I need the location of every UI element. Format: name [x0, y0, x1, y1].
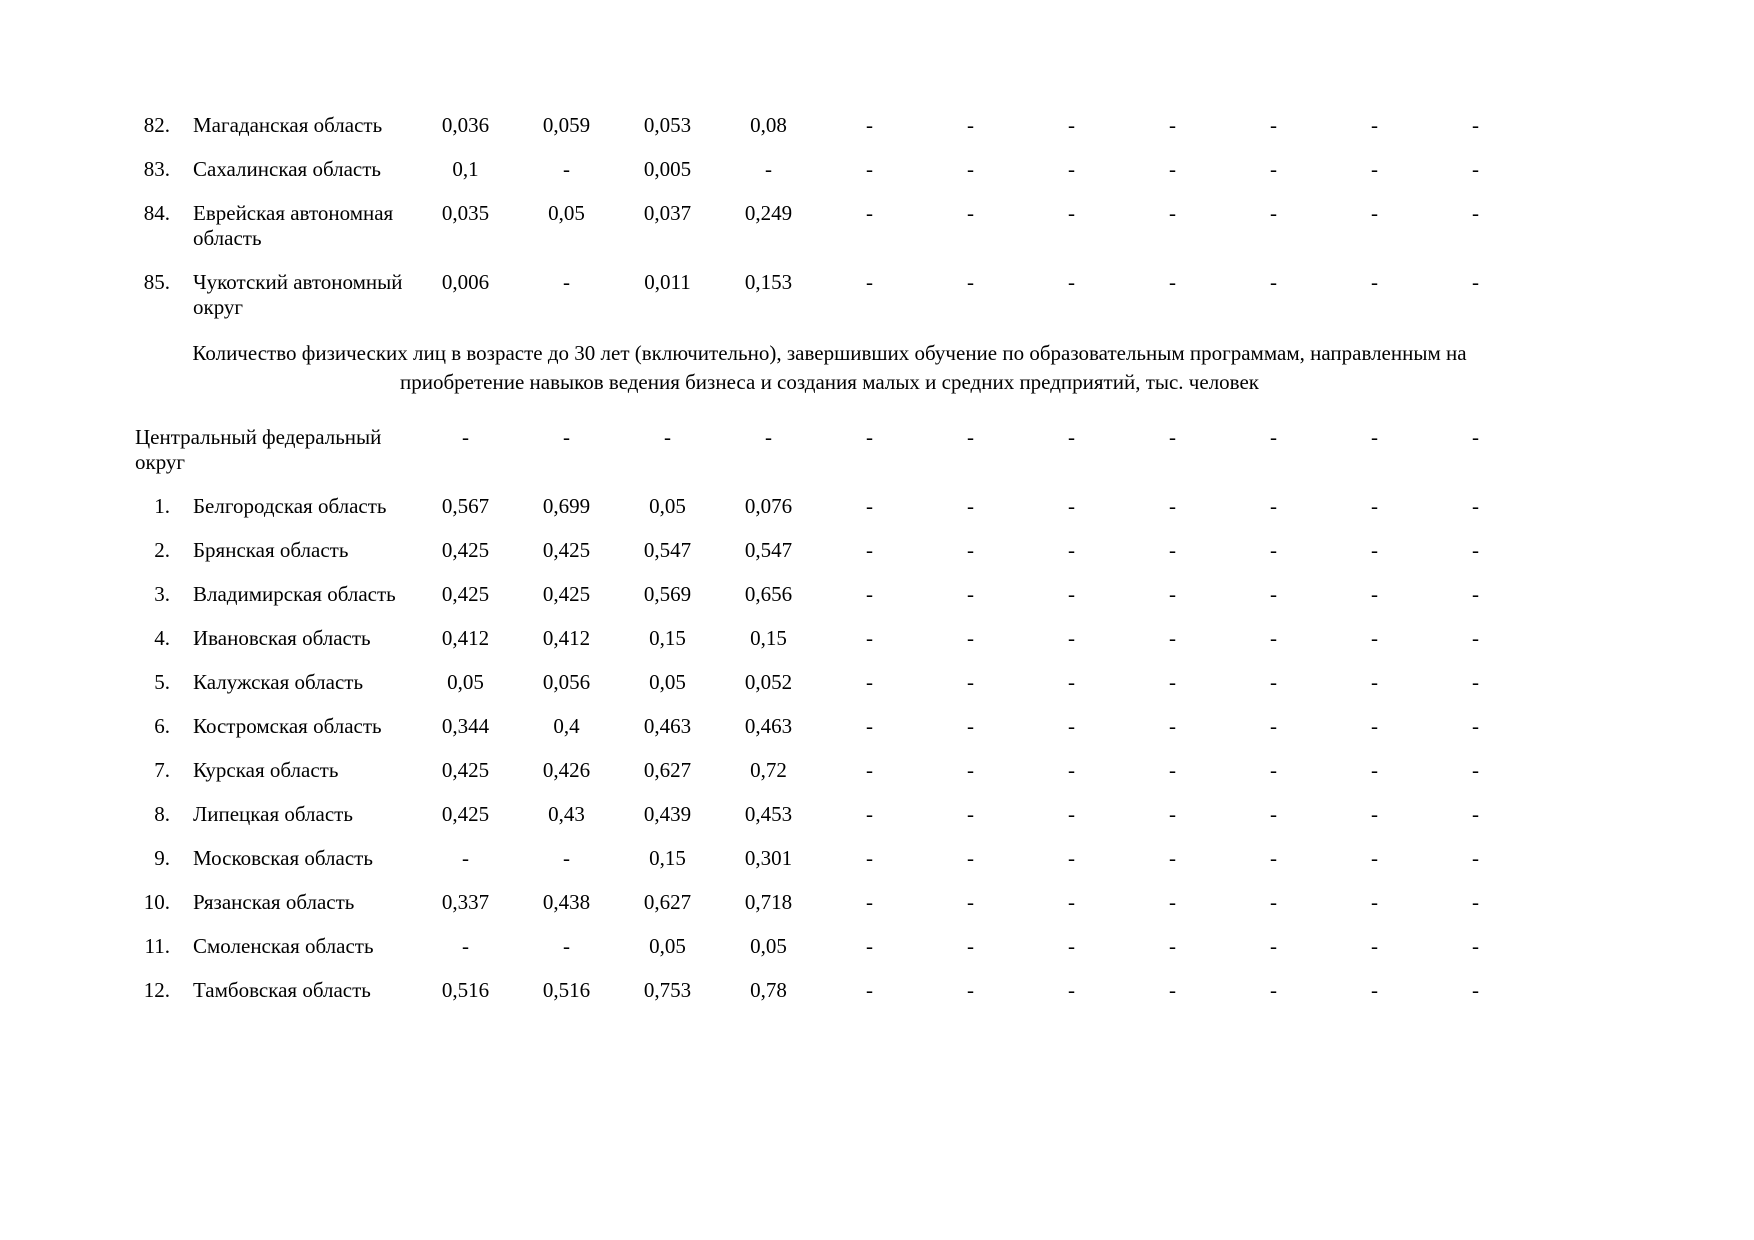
value-cell: -	[1068, 802, 1075, 826]
value-cell: -	[1472, 978, 1479, 1002]
value-cell: -	[1270, 157, 1277, 181]
value-cell: 0,337	[441, 890, 490, 914]
value-cell: -	[1371, 582, 1378, 606]
value-cell: -	[1371, 425, 1378, 449]
value-cell: 0,425	[441, 802, 490, 826]
value-cell: -	[1472, 934, 1479, 958]
value-cell: -	[967, 425, 974, 449]
table-row	[135, 802, 1754, 827]
table-row	[135, 758, 1754, 783]
value-cell: -	[1068, 890, 1075, 914]
value-cell: -	[1472, 113, 1479, 137]
value-cell: 0,011	[644, 270, 691, 294]
table-row	[135, 538, 1754, 563]
value-cell: -	[1270, 978, 1277, 1002]
value-cell: -	[1371, 270, 1378, 294]
value-cell: -	[1371, 714, 1378, 738]
value-cell: -	[1472, 494, 1479, 518]
value-cell: -	[664, 425, 671, 449]
region-name: Владимирская область	[193, 582, 396, 606]
row-number: 1.	[154, 494, 170, 518]
value-cell: -	[1270, 538, 1277, 562]
row-number: 85.	[143, 270, 170, 294]
value-cell: -	[866, 758, 873, 782]
value-cell: 0,718	[744, 890, 793, 914]
value-cell: 0,05	[649, 670, 686, 694]
value-cell: -	[1169, 494, 1176, 518]
region-name: Сахалинская область	[193, 157, 381, 181]
value-cell: -	[1270, 802, 1277, 826]
value-cell: 0,699	[542, 494, 591, 518]
value-cell: -	[1472, 270, 1479, 294]
value-cell: 0,05	[447, 670, 484, 694]
value-cell: -	[1472, 582, 1479, 606]
row-number: 8.	[154, 802, 170, 826]
table-row	[135, 157, 1754, 182]
value-cell: -	[1371, 157, 1378, 181]
value-cell: -	[866, 113, 873, 137]
value-cell: -	[1068, 846, 1075, 870]
value-cell: 0,425	[542, 582, 591, 606]
value-cell: 0,426	[542, 758, 591, 782]
value-cell: 0,05	[649, 494, 686, 518]
value-cell: -	[1270, 670, 1277, 694]
row-number: 3.	[154, 582, 170, 606]
value-cell: -	[1472, 538, 1479, 562]
value-cell: -	[866, 626, 873, 650]
value-cell: -	[1472, 802, 1479, 826]
value-cell: -	[563, 270, 570, 294]
value-cell: -	[462, 846, 469, 870]
value-cell: 0,78	[750, 978, 787, 1002]
table-row	[135, 890, 1754, 915]
value-cell: -	[1169, 157, 1176, 181]
value-cell: 0,15	[750, 626, 787, 650]
value-cell: -	[1270, 890, 1277, 914]
value-cell: 0,453	[744, 802, 793, 826]
value-cell: 0,036	[441, 113, 490, 137]
region-name: Ивановская область	[193, 626, 371, 650]
value-cell: -	[462, 934, 469, 958]
value-cell: 0,344	[441, 714, 490, 738]
row-number: 83.	[143, 157, 170, 181]
table-row	[135, 582, 1754, 607]
value-cell: -	[1371, 113, 1378, 137]
value-cell: -	[866, 934, 873, 958]
value-cell: -	[563, 425, 570, 449]
value-cell: 0,052	[744, 670, 793, 694]
value-cell: -	[1472, 157, 1479, 181]
table-row	[135, 714, 1754, 739]
value-cell: -	[866, 425, 873, 449]
value-cell: -	[1371, 934, 1378, 958]
value-cell: -	[967, 802, 974, 826]
value-cell: -	[1270, 270, 1277, 294]
value-cell: -	[1068, 113, 1075, 137]
value-cell: 0,438	[542, 890, 591, 914]
value-cell: -	[1169, 714, 1176, 738]
value-cell: 0,567	[441, 494, 490, 518]
value-cell: -	[1270, 934, 1277, 958]
value-cell: 0,249	[744, 201, 793, 225]
table-row	[135, 201, 1754, 251]
value-cell: -	[866, 538, 873, 562]
row-number: 7.	[154, 758, 170, 782]
value-cell: -	[1371, 890, 1378, 914]
table-bottom	[135, 425, 1754, 1003]
value-cell: -	[1068, 714, 1075, 738]
value-cell: -	[1068, 538, 1075, 562]
region-name: Липецкая область	[193, 802, 353, 826]
value-cell: -	[1068, 934, 1075, 958]
value-cell: -	[967, 714, 974, 738]
value-cell: -	[967, 934, 974, 958]
value-cell: -	[1270, 201, 1277, 225]
value-cell: -	[1169, 582, 1176, 606]
table-row	[135, 270, 1754, 320]
value-cell: 0,05	[750, 934, 787, 958]
value-cell: 0,439	[643, 802, 692, 826]
value-cell: -	[1472, 626, 1479, 650]
value-cell: 0,076	[744, 494, 793, 518]
region-name: Тамбовская область	[193, 978, 371, 1002]
value-cell: -	[1068, 494, 1075, 518]
value-cell: -	[866, 890, 873, 914]
row-number: 6.	[154, 714, 170, 738]
value-cell: -	[1068, 270, 1075, 294]
value-cell: 0,037	[643, 201, 692, 225]
row-number: 9.	[154, 846, 170, 870]
value-cell: 0,15	[649, 846, 686, 870]
value-cell: -	[967, 201, 974, 225]
value-cell: 0,005	[643, 157, 692, 181]
value-cell: 0,463	[643, 714, 692, 738]
value-cell: -	[1371, 494, 1378, 518]
value-cell: 0,153	[744, 270, 793, 294]
value-cell: -	[1270, 758, 1277, 782]
value-cell: -	[967, 758, 974, 782]
value-cell: -	[866, 157, 873, 181]
value-cell: 0,05	[548, 201, 585, 225]
value-cell: 0,547	[643, 538, 692, 562]
value-cell: 0,463	[744, 714, 793, 738]
value-cell: -	[1068, 157, 1075, 181]
value-cell: -	[967, 670, 974, 694]
value-cell: -	[1068, 626, 1075, 650]
value-cell: -	[765, 425, 772, 449]
value-cell: 0,425	[542, 538, 591, 562]
value-cell: -	[866, 582, 873, 606]
value-cell: 0,412	[441, 626, 490, 650]
value-cell: 0,72	[750, 758, 787, 782]
value-cell: -	[866, 714, 873, 738]
value-cell: -	[1270, 714, 1277, 738]
value-cell: -	[1472, 846, 1479, 870]
value-cell: 0,1	[452, 157, 479, 181]
region-name: Белгородская область	[193, 494, 387, 518]
region-name: Рязанская область	[193, 890, 355, 914]
value-cell: -	[1169, 978, 1176, 1002]
region-name: Магаданская область	[193, 113, 383, 137]
value-cell: -	[1169, 890, 1176, 914]
value-cell: 0,05	[649, 934, 686, 958]
value-cell: 0,43	[548, 802, 585, 826]
region-name: Костромская область	[193, 714, 382, 738]
value-cell: -	[563, 846, 570, 870]
value-cell: -	[967, 157, 974, 181]
row-number: 11.	[144, 934, 170, 958]
value-cell: -	[1371, 201, 1378, 225]
region-name: Московская область	[193, 846, 373, 870]
value-cell: -	[1169, 113, 1176, 137]
value-cell: 0,627	[643, 758, 692, 782]
value-cell: 0,547	[744, 538, 793, 562]
value-cell: -	[462, 425, 469, 449]
row-number: 10.	[143, 890, 170, 914]
value-cell: -	[967, 890, 974, 914]
row-number: 4.	[154, 626, 170, 650]
value-cell: 0,053	[643, 113, 692, 137]
value-cell: -	[866, 978, 873, 1002]
table-row	[135, 494, 1754, 519]
value-cell: -	[967, 846, 974, 870]
value-cell: -	[1371, 978, 1378, 1002]
value-cell: -	[967, 270, 974, 294]
value-cell: 0,035	[441, 201, 490, 225]
federal-district-row	[135, 425, 1754, 475]
value-cell: -	[1472, 714, 1479, 738]
region-name: Центральный федеральный округ	[135, 425, 382, 474]
value-cell: -	[1169, 846, 1176, 870]
region-name: Смоленская область	[193, 934, 374, 958]
value-cell: -	[866, 846, 873, 870]
value-cell: -	[967, 978, 974, 1002]
value-cell: 0,4	[553, 714, 580, 738]
value-cell: 0,056	[542, 670, 591, 694]
table-row	[135, 113, 1754, 138]
region-name: Чукотский автономный округ	[193, 270, 403, 319]
table-top	[135, 113, 1754, 320]
value-cell: 0,006	[441, 270, 490, 294]
value-cell: -	[1169, 934, 1176, 958]
value-cell: -	[1169, 201, 1176, 225]
value-cell: -	[1472, 201, 1479, 225]
value-cell: -	[1472, 758, 1479, 782]
value-cell: -	[866, 270, 873, 294]
row-number: 2.	[154, 538, 170, 562]
row-number: 5.	[154, 670, 170, 694]
value-cell: -	[1068, 758, 1075, 782]
value-cell: -	[967, 626, 974, 650]
value-cell: -	[1068, 201, 1075, 225]
value-cell: -	[967, 582, 974, 606]
value-cell: -	[1169, 538, 1176, 562]
value-cell: -	[1472, 425, 1479, 449]
value-cell: -	[866, 494, 873, 518]
value-cell: 0,627	[643, 890, 692, 914]
table-row	[135, 670, 1754, 695]
value-cell: -	[967, 494, 974, 518]
value-cell: -	[1371, 626, 1378, 650]
value-cell: -	[1169, 626, 1176, 650]
table-row	[135, 846, 1754, 871]
value-cell: -	[1371, 758, 1378, 782]
value-cell: 0,059	[542, 113, 591, 137]
value-cell: -	[1068, 978, 1075, 1002]
value-cell: 0,569	[643, 582, 692, 606]
region-name: Еврейская автономная область	[193, 201, 394, 250]
value-cell: -	[1270, 582, 1277, 606]
value-cell: -	[1371, 802, 1378, 826]
value-cell: -	[1068, 425, 1075, 449]
value-cell: 0,656	[744, 582, 793, 606]
value-cell: -	[1169, 802, 1176, 826]
value-cell: -	[1270, 425, 1277, 449]
value-cell: 0,412	[542, 626, 591, 650]
value-cell: 0,425	[441, 758, 490, 782]
value-cell: -	[1371, 670, 1378, 694]
value-cell: 0,753	[643, 978, 692, 1002]
value-cell: -	[1472, 670, 1479, 694]
value-cell: -	[1169, 670, 1176, 694]
region-name: Брянская область	[193, 538, 349, 562]
value-cell: 0,425	[441, 582, 490, 606]
value-cell: -	[866, 670, 873, 694]
value-cell: -	[1068, 582, 1075, 606]
value-cell: -	[1169, 758, 1176, 782]
row-number: 84.	[143, 201, 170, 225]
table-row	[135, 934, 1754, 959]
value-cell: 0,516	[542, 978, 591, 1002]
value-cell: 0,425	[441, 538, 490, 562]
value-cell: -	[563, 157, 570, 181]
value-cell: -	[866, 802, 873, 826]
region-name: Калужская область	[193, 670, 364, 694]
value-cell: -	[967, 113, 974, 137]
value-cell: -	[967, 538, 974, 562]
row-number: 82.	[143, 113, 170, 137]
value-cell: -	[1068, 670, 1075, 694]
value-cell: -	[1270, 626, 1277, 650]
value-cell: 0,301	[744, 846, 793, 870]
region-name: Курская область	[193, 758, 339, 782]
value-cell: -	[1270, 113, 1277, 137]
value-cell: -	[1472, 890, 1479, 914]
table-row	[135, 978, 1754, 1003]
value-cell: -	[1371, 846, 1378, 870]
value-cell: -	[765, 157, 772, 181]
value-cell: -	[866, 201, 873, 225]
value-cell: 0,15	[649, 626, 686, 650]
value-cell: 0,08	[750, 113, 787, 137]
value-cell: 0,516	[441, 978, 490, 1002]
value-cell: -	[1270, 846, 1277, 870]
value-cell: -	[1169, 425, 1176, 449]
value-cell: -	[1270, 494, 1277, 518]
value-cell: -	[563, 934, 570, 958]
value-cell: -	[1371, 538, 1378, 562]
table-row	[135, 626, 1754, 651]
row-number: 12.	[143, 978, 170, 1002]
section-title: Количество физических лиц в возрасте до 30 лет (включительно), завершивших обучение по образовательным программам, направленным на приобретение навыков ведения бизнеса и создания малых и средних предприятий, тыс. человек	[192, 341, 1467, 394]
value-cell: -	[1169, 270, 1176, 294]
